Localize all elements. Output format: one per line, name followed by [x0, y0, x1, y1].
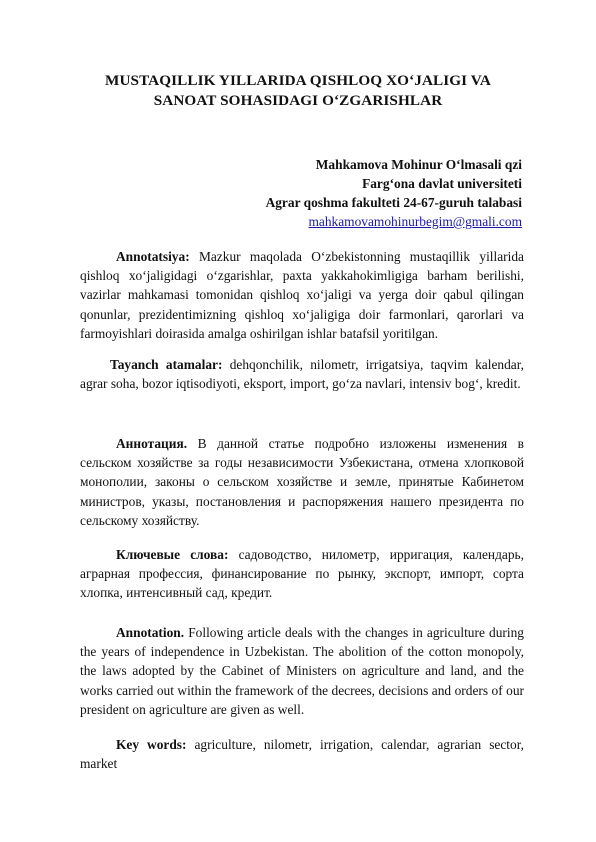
author-block [266, 155, 522, 231]
author-faculty: Agrar qoshma fakulteti 24-67-guruh talabasi [265, 195, 522, 210]
keywords-russian-text: садоводство, нилометр, ирригация, календарь, аграрная профессия, финансирование по рынку, экспорт, импорт, сорта хлопка, интенсивный сад, кредит. [80, 547, 524, 601]
title-line-1: MUSTAQILLIK YILLARIDA QISHLOQ XO‘JALIGI VA [105, 72, 491, 89]
author-name: Mahkamova Mohinur O‘lmasali qzi [315, 157, 522, 172]
keywords-english-text: agriculture, nilometr, irrigation, calendar, agrarian sector, market [80, 737, 524, 772]
keywords-uzbek-label: Tayanch atamalar: [110, 357, 223, 372]
abstract-english [80, 623, 524, 719]
author-email-link[interactable]: mahkamovamohinurbegim@gmali.com [308, 214, 522, 229]
keywords-russian [80, 545, 524, 603]
abstract-english-label: Annotation. [116, 625, 185, 640]
title-line-2: SANOAT SOHASIDAGI O‘ZGARISHLAR [153, 92, 443, 109]
abstract-russian [80, 434, 524, 530]
author-university: Farg‘ona davlat universiteti [362, 176, 522, 191]
abstract-russian-text: В данной статье подробно изложены изменения в сельском хозяйстве за годы независимости Узбекистана, отмена хлопковой монополии, законы о сельском хозяйстве и земле, принятые Кабинетом министров, указы, постановления и распоряжения нашего президента по сельскому хозяйству. [80, 436, 524, 528]
abstract-russian-label: Аннотация. [116, 436, 188, 451]
abstract-uzbek-text: Mazkur maqolada O‘zbekistonning mustaqillik yillarida qishloq xo‘jaligidagi o‘zgarishlar, paxta yakkahokimligiga barham berilishi, vazirlar mahkamasi tomonidan qishloq xo‘jaligi va yerga doir qabul qilingan qonunlar, prezidentimizning qishloq xo‘jaligiga doir farmonlari, qarorlari va farmoyishlari doirasida amalga oshirilgan ishlar batafsil yoritilgan. [80, 249, 524, 341]
paper-title [70, 71, 526, 111]
keywords-english [80, 735, 524, 773]
abstract-english-text: Following article deals with the changes in agriculture during the years of independence in Uzbekistan. The abolition of the cotton monopoly, the laws adopted by the Cabinet of Ministers on agriculture and land, and the works carried out within the framework of the decrees, decisions and orders of our president on agriculture are given as well. [80, 625, 524, 717]
abstract-uzbek-label: Annotatsiya: [116, 249, 190, 264]
keywords-uzbek-text: dehqonchilik, nilometr, irrigatsiya, taqvim kalendar, agrar soha, bozor iqtisodiyoti, eksport, import, go‘za navlari, intensiv bog‘, kredit. [80, 357, 524, 392]
keywords-russian-label: Ключевые слова: [116, 547, 229, 562]
keywords-english-label: Key words: [116, 737, 187, 752]
abstract-uzbek [80, 247, 524, 343]
keywords-uzbek [80, 355, 524, 393]
